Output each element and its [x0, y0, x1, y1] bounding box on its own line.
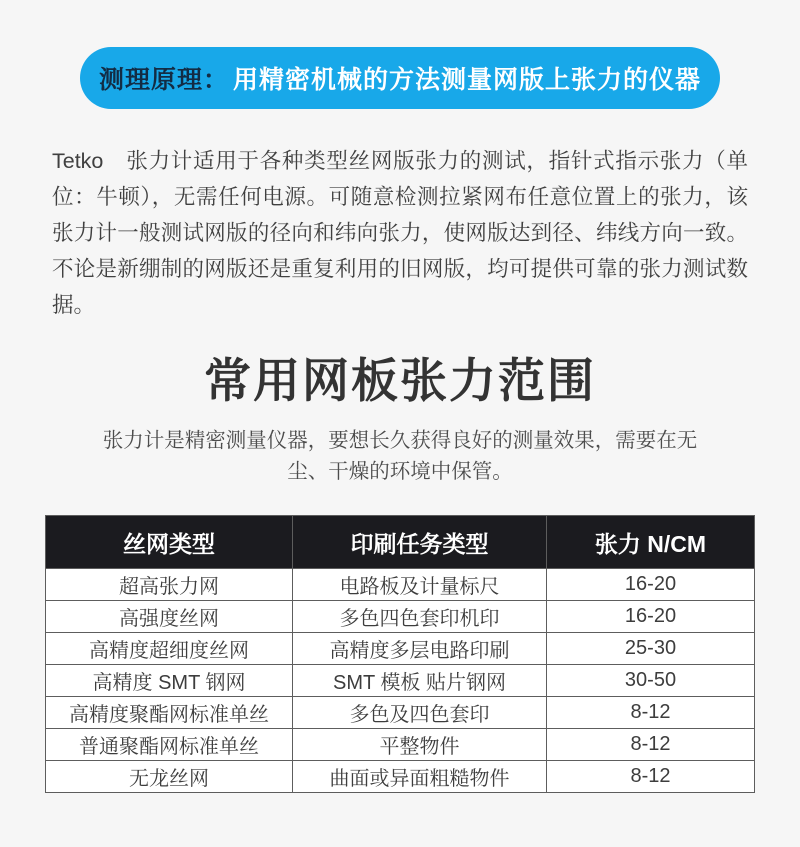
principle-banner-label: 测理原理：	[98, 66, 229, 94]
table-cell: 平整物件	[293, 729, 547, 761]
table-row	[46, 601, 755, 633]
table-cell: 电路板及计量标尺	[293, 569, 547, 601]
principle-banner	[80, 47, 720, 109]
table-row	[46, 729, 755, 761]
table-row	[46, 697, 755, 729]
table-cell: 8-12	[547, 729, 755, 761]
table-cell: 多色及四色套印	[293, 697, 547, 729]
column-header-tension: 张力 N/CM	[547, 516, 755, 569]
table-cell: 8-12	[547, 761, 755, 793]
table-cell: 25-30	[547, 633, 755, 665]
table-cell: 8-12	[547, 697, 755, 729]
table-cell: 16-20	[547, 569, 755, 601]
table-cell: 16-20	[547, 601, 755, 633]
table-cell: 曲面或异面粗糙物件	[293, 761, 547, 793]
table-cell: 多色四色套印机印	[293, 601, 547, 633]
table-cell: 超高张力网	[46, 569, 293, 601]
tension-range-table	[45, 515, 755, 793]
table-header-row	[46, 516, 755, 569]
section-subtitle: 张力计是精密测量仪器，要想长久获得良好的测量效果，需要在无尘、干燥的环境中保管。	[102, 429, 698, 483]
table-cell: 高强度丝网	[46, 601, 293, 633]
table-cell: 高精度多层电路印刷	[293, 633, 547, 665]
table-cell: 30-50	[547, 665, 755, 697]
column-header-screen-type: 丝网类型	[46, 516, 293, 569]
table-cell: SMT 模板 贴片钢网	[293, 665, 547, 697]
table-cell: 普通聚酯网标准单丝	[46, 729, 293, 761]
table-cell: 无龙丝网	[46, 761, 293, 793]
table-row	[46, 633, 755, 665]
principle-banner-text: 用精密机械的方法测量网版上张力的仪器	[233, 66, 702, 94]
table-cell: 高精度超细度丝网	[46, 633, 293, 665]
table-cell: 高精度聚酯网标准单丝	[46, 697, 293, 729]
section-title: 常用网板张力范围	[204, 354, 596, 407]
table-row	[46, 665, 755, 697]
table-cell: 高精度 SMT 钢网	[46, 665, 293, 697]
table-row	[46, 569, 755, 601]
intro-paragraph: Tetko 张力计适用于各种类型丝网版张力的测试，指针式指示张力（单位：牛顿），无需任何电源。可随意检测拉紧网布任意位置上的张力，该张力计一般测试网版的径向和纬向张力，使网版达到径、纬线方向一致。不论是新绷制的网版还是重复利用的旧网版，均可提供可靠的张力测试数据。	[52, 149, 748, 317]
column-header-print-task: 印刷任务类型	[293, 516, 547, 569]
table-row	[46, 761, 755, 793]
